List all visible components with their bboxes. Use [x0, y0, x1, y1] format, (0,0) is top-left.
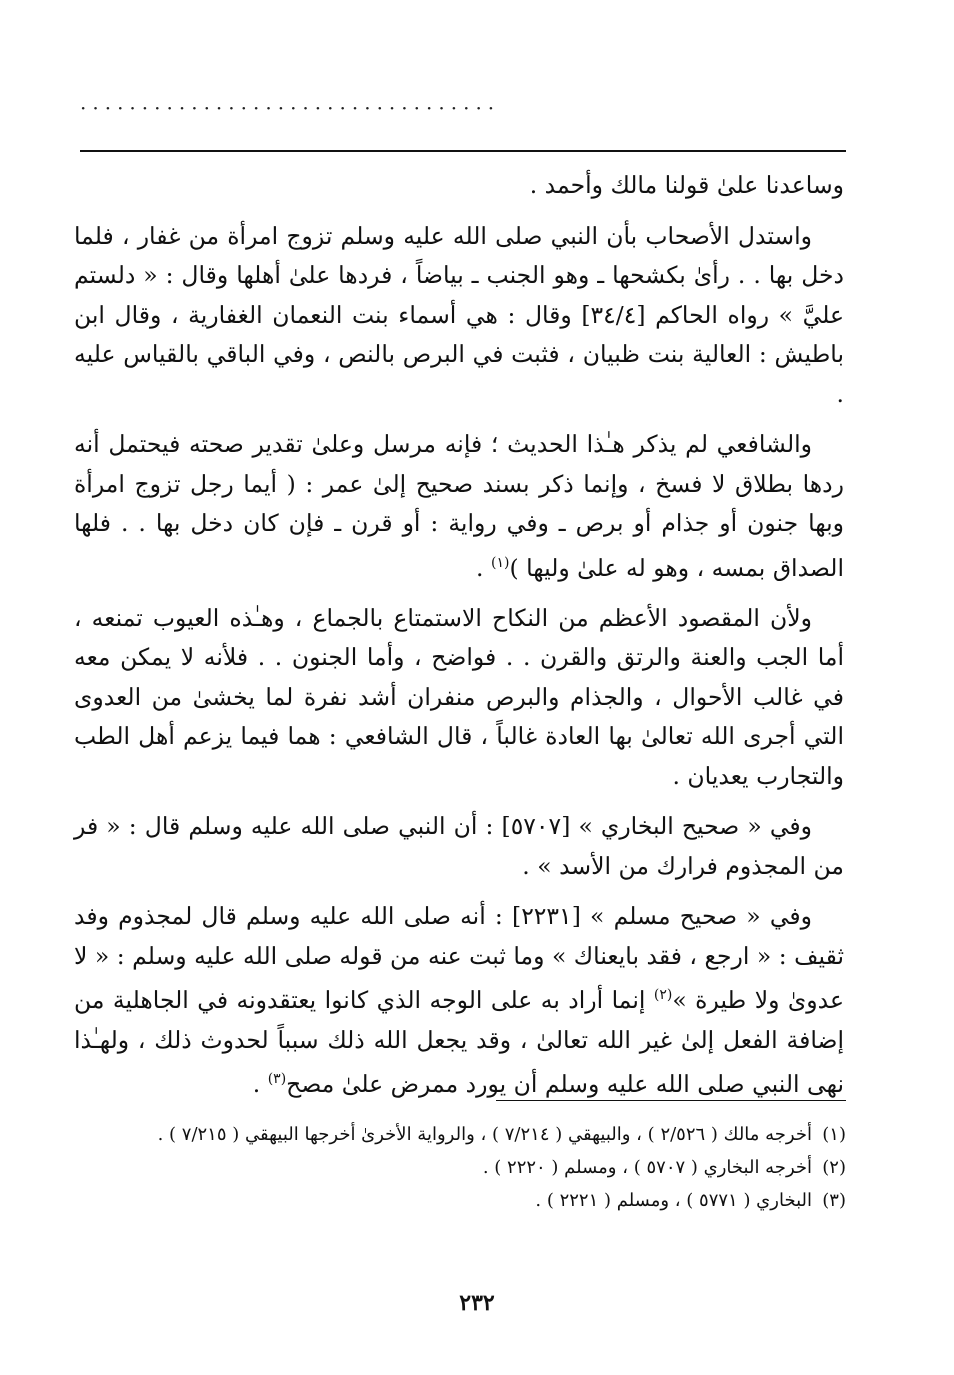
paragraph-6	[74, 897, 844, 1104]
header-dots: ··································	[80, 96, 501, 120]
paragraph-6-end: .	[252, 1069, 268, 1098]
paragraph-3-end: .	[476, 553, 491, 582]
main-text	[74, 166, 844, 1115]
page-number: ٢٣٢	[459, 1290, 495, 1316]
footnote-number: (٣)	[822, 1190, 846, 1211]
paragraph-6-text-a: وفي « صحيح مسلم » [٢٢٣١] : أنه صلى الله عليه وسلم قال لمجذوم وفد ثقيف : « ارجع ، فقد بايعناك » وما ثبت عنه من قوله صلى الله عليه وسلم : « لا عدوىٰ ولا طيرة »	[74, 902, 844, 1015]
footnote-ref-2: (٢)	[653, 987, 673, 1004]
footnote-3	[74, 1184, 846, 1217]
footnote-rule	[496, 1100, 846, 1101]
paragraph-4: ولأن المقصود الأعظم من النكاح الاستمتاع بالجماع ، وهـٰذه العيوب تمنعه ، أما الجب والعنة والرتق والقرن . . فواضح ، وأما الجنون . . فلأنه لا يمكن معه في غالب الأحوال ، والجذام والبرص منفران أشد نفرة لما يخشىٰ من العدوى التي أجرى الله تعالىٰ بها العادة غالباً ، قال الشافعي : هما فيما يزعم أهل الطب والتجارب يعديان .	[74, 603, 844, 790]
footnote-text: البخاري ( ٥٧٧١ ) ، ومسلم ( ٢٢٢١ ) .	[535, 1190, 812, 1211]
paragraph-3	[74, 425, 844, 588]
paragraph-2: واستدل الأصحاب بأن النبي صلى الله عليه وسلم تزوج امرأة من غفار ، فلما دخل بها . . رأىٰ بكشحها ـ وهو الجنب ـ بياضاً ، فردها علىٰ أهلها وقال : « دلستم عليَّ » رواه الحاكم [٣٤/٤] وقال : هي أسماء بنت النعمان الغفارية ، وقال ابن باطيش : العالية بنت ظبيان ، فثبت في البرص بالنص ، وفي الباقي بالقياس عليه .	[74, 221, 844, 408]
paragraph-6-text-b: إنما أراد به على الوجه الذي كانوا يعتقدونه في الجاهلية من إضافة الفعل إلىٰ غير الله تعالىٰ ، وقد يجعل الله ذلك سبباً لحدوث ذلك ، ولهـٰذا نهى النبي صلى الله عليه وسلم أن يورد ممرض علىٰ مصح	[74, 986, 844, 1098]
footnote-ref-3: (٣)	[267, 1071, 287, 1088]
footnote-2	[74, 1151, 846, 1184]
footnote-1	[74, 1118, 846, 1151]
header-rule	[80, 150, 846, 152]
paragraph-1: وساعدنا علىٰ قولنا مالك وأحمد .	[529, 171, 844, 199]
footnote-text: أخرجه البخاري ( ٥٧٠٧ ) ، ومسلم ( ٢٢٢٠ ) .	[482, 1157, 812, 1178]
footnote-ref-1: (١)	[491, 554, 510, 571]
footnote-number: (٢)	[822, 1157, 846, 1178]
footnotes	[74, 1118, 846, 1217]
footnote-text: أخرجه مالك ( ٢/٥٢٦ ) ، والبيهقي ( ٧/٢١٤ ) ، والرواية الأخرىٰ أخرجها البيهقي ( ٧/٢١٥ ) .	[157, 1124, 812, 1145]
footnote-number: (١)	[822, 1124, 846, 1145]
paragraph-5: وفي « صحيح البخاري » [٥٧٠٧] : أن النبي صلى الله عليه وسلم قال : « فر من المجذوم فرارك من الأسد » .	[74, 812, 844, 880]
paragraph-3-text: والشافعي لم يذكر هـٰذا الحديث ؛ فإنه مرسل وعلىٰ تقدير صحته فيحتمل أنه ردها بطلاق لا فسخ ، وإنما ذكر بسند صحيح إلىٰ عمر : ( أيما رجل تزوج امرأة وبها جنون أو جذام أو برص ـ وفي رواية : أو قرن ـ فإن كان دخل بها . . فلها الصداق بمسه ، وهو له علىٰ وليها )	[74, 430, 844, 582]
